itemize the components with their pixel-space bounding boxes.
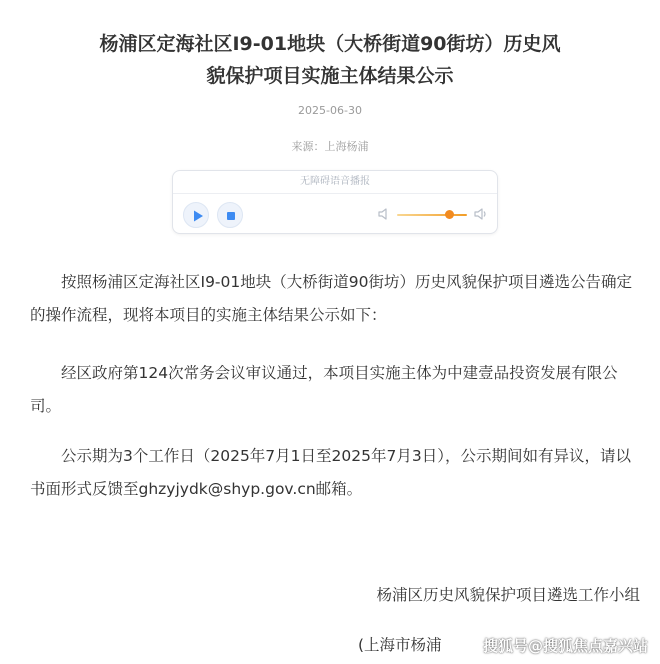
body-paragraph-3: 公示期为3个工作日（2025年7月1日至2025年7月3日），公示期间如有异议，请以书面形式反馈至ghzyjydk@shyp.gov.cn邮箱。 <box>30 447 631 498</box>
stop-icon <box>218 203 244 229</box>
audio-player <box>172 170 498 234</box>
signature: 杨浦区历史风貌保护项目遴选工作小组 <box>376 586 640 604</box>
article-source: 来源：上海杨浦 <box>291 140 369 153</box>
page-title-line-1: 杨浦区定海社区I9-01地块（大桥街道90街坊）历史风 <box>99 33 561 55</box>
volume-slider-track[interactable] <box>397 214 467 216</box>
watermark-text: 搜狐号@搜狐焦点嘉兴站 <box>482 637 648 655</box>
page-title-line-2: 貌保护项目实施主体结果公示 <box>206 65 454 87</box>
body-paragraph-1: 按照杨浦区定海社区I9-01地块（大桥街道90街坊）历史风貌保护项目遴选公告确定的操作流程，现将本项目的实施主体结果公示如下： <box>30 273 632 324</box>
volume-high-icon[interactable] <box>473 206 489 222</box>
stop-button[interactable] <box>217 202 243 228</box>
source-note: (上海市杨浦 <box>358 636 442 654</box>
volume-slider-handle[interactable] <box>445 210 454 219</box>
page-title <box>60 28 600 92</box>
body-paragraph-2: 经区政府第124次常务会议审议通过，本项目实施主体为中建壹品投资发展有限公司。 <box>30 364 618 415</box>
volume-low-icon[interactable] <box>377 207 391 221</box>
publish-date: 2025-06-30 <box>298 104 362 117</box>
play-button[interactable] <box>183 202 209 228</box>
audio-player-header: 无障碍语音播报 <box>173 171 497 194</box>
play-icon <box>184 203 210 229</box>
